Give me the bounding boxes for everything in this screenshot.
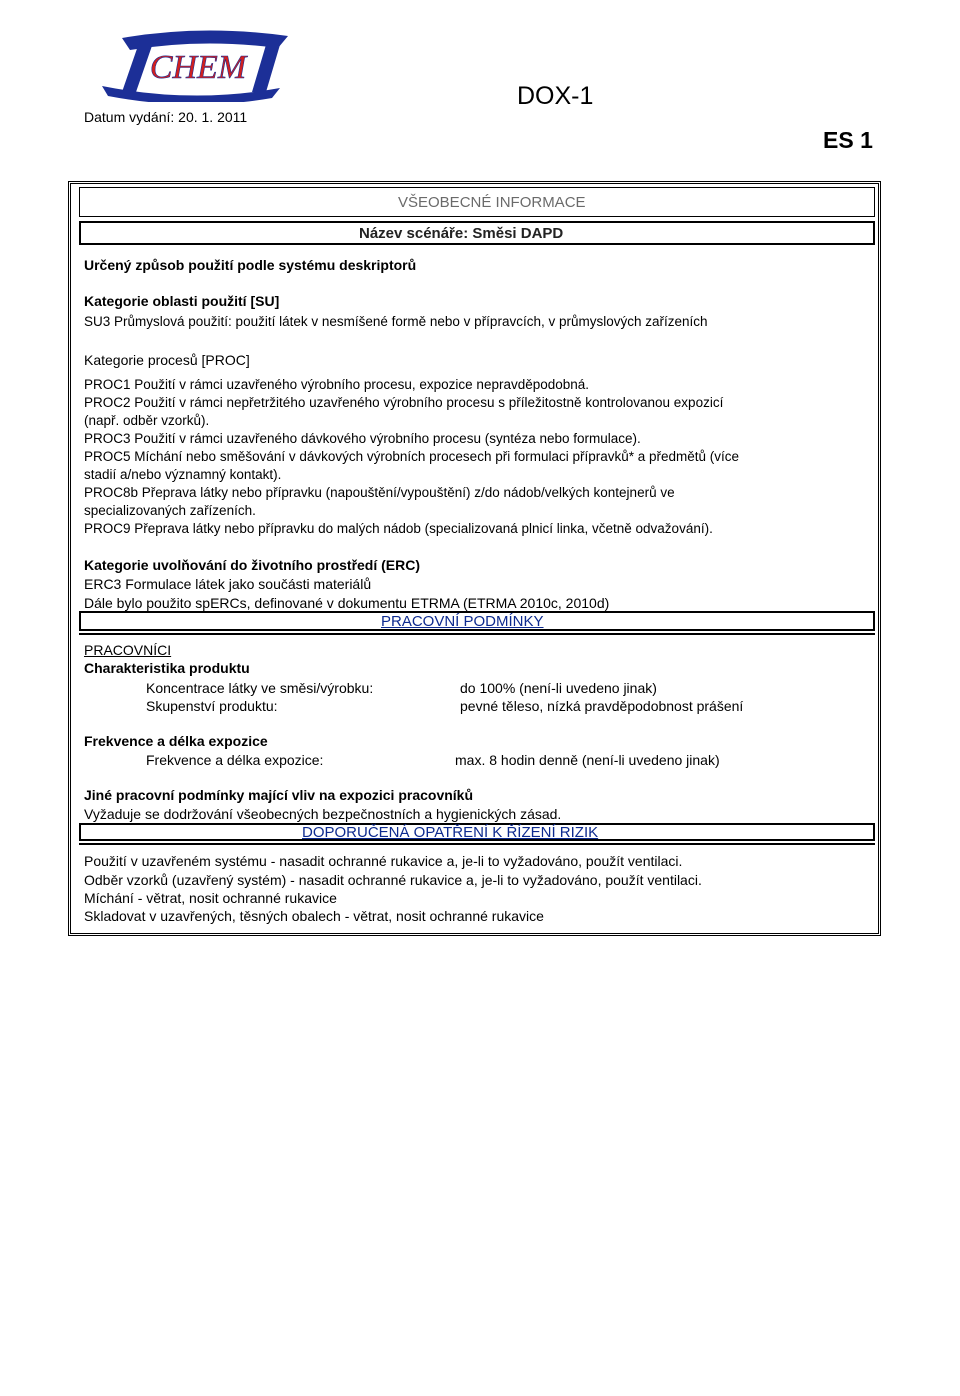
proc-line: PROC2 Použití v rámci nepřetržitého uzavřeného výrobního procesu s příležitostně kontrolovanou expozicí: [84, 395, 724, 410]
exposure-title: Frekvence a délka expozice: [84, 733, 268, 749]
erc-line: Dále bylo použito spERCs, definované v dokumentu ETRMA (ETRMA 2010c, 2010d): [84, 595, 610, 611]
product-label: Skupenství produktu:: [146, 698, 278, 714]
exposure-scenario-number: ES 1: [823, 127, 873, 153]
other-conditions-text: Vyžaduje se dodržování všeobecných bezpečnostních a hygienických zásad.: [84, 806, 562, 822]
working-conditions-title: PRACOVNÍ PODMÍNKY: [381, 613, 544, 630]
company-logo: [82, 30, 312, 102]
proc-line: stadií a/nebo významný kontakt).: [84, 467, 282, 482]
exposure-label: Frekvence a délka expozice:: [146, 752, 324, 768]
proc-line: specializovaných zařízeních.: [84, 503, 256, 518]
product-value: do 100% (není-li uvedeno jinak): [460, 680, 657, 696]
divider: [79, 843, 875, 845]
working-conditions-header: [79, 611, 875, 631]
proc-line: (např. odběr vzorků).: [84, 413, 210, 428]
proc-line: PROC9 Přeprava látky nebo přípravku do malých nádob (specializovaná plnicí linka, včetně odvažování).: [84, 521, 713, 536]
scenario-name: Název scénáře: Směsi DAPD: [359, 225, 564, 242]
erc-title: Kategorie uvolňování do životního prostředí (ERC): [84, 557, 421, 573]
divider: [79, 633, 875, 635]
other-conditions-title: Jiné pracovní podmínky mající vliv na expozici pracovníků: [84, 787, 474, 803]
general-info-header: [79, 187, 875, 217]
risk-measures-title: DOPORUČENÁ OPATŘENÍ K ŘÍZENÍ RIZIK: [302, 824, 599, 841]
proc-line: PROC5 Míchání nebo směšování v dávkových výrobních procesech při formulaci přípravků* a předmětů (více: [84, 449, 740, 464]
document-id: DOX-1: [517, 82, 594, 110]
proc-line: PROC3 Použití v rámci uzavřeného dávkového výrobního procesu (syntéza nebo formulace).: [84, 431, 641, 446]
product-title: Charakteristika produktu: [84, 660, 250, 676]
proc-title: Kategorie procesů [PROC]: [84, 352, 250, 368]
risk-line: Použití v uzavřeném systému - nasadit ochranné rukavice a, je-li to vyžadováno, použít ventilaci.: [84, 853, 683, 869]
erc-line: ERC3 Formulace látek jako součásti materiálů: [84, 576, 372, 592]
product-value: pevné těleso, nízká pravděpodobnost prášení: [460, 698, 744, 714]
proc-line: PROC8b Přeprava látky nebo přípravku (napouštění/vypouštění) z/do nádob/velkých kontejnerů ve: [84, 485, 675, 500]
risk-measures-header: [79, 823, 875, 841]
risk-line: Skladovat v uzavřených, těsných obalech - větrat, nosit ochranné rukavice: [84, 908, 544, 924]
logo-text: CHEM: [149, 49, 247, 86]
descriptor-title: Určený způsob použití podle systému deskriptorů: [84, 257, 417, 273]
scenario-name-band: [79, 221, 875, 245]
exposure-value: max. 8 hodin denně (není-li uvedeno jinak): [455, 752, 720, 768]
product-label: Koncentrace látky ve směsi/výrobku:: [146, 680, 374, 696]
workers-label: PRACOVNÍCI: [84, 642, 172, 658]
issue-date: Datum vydání: 20. 1. 2011: [84, 109, 248, 125]
proc-line: PROC1 Použití v rámci uzavřeného výrobního procesu, expozice nepravděpodobná.: [84, 377, 590, 392]
risk-line: Míchání - větrat, nosit ochranné rukavice: [84, 890, 337, 906]
su-item: SU3 Průmyslová použití: použití látek v nesmíšené formě nebo v přípravcích, v průmyslových zařízeních: [84, 314, 708, 329]
general-info-title: VŠEOBECNÉ INFORMACE: [398, 194, 586, 211]
su-title: Kategorie oblasti použití [SU]: [84, 293, 280, 309]
risk-line: Odběr vzorků (uzavřený systém) - nasadit ochranné rukavice a, je-li to vyžadováno, použít ventilaci.: [84, 872, 702, 888]
